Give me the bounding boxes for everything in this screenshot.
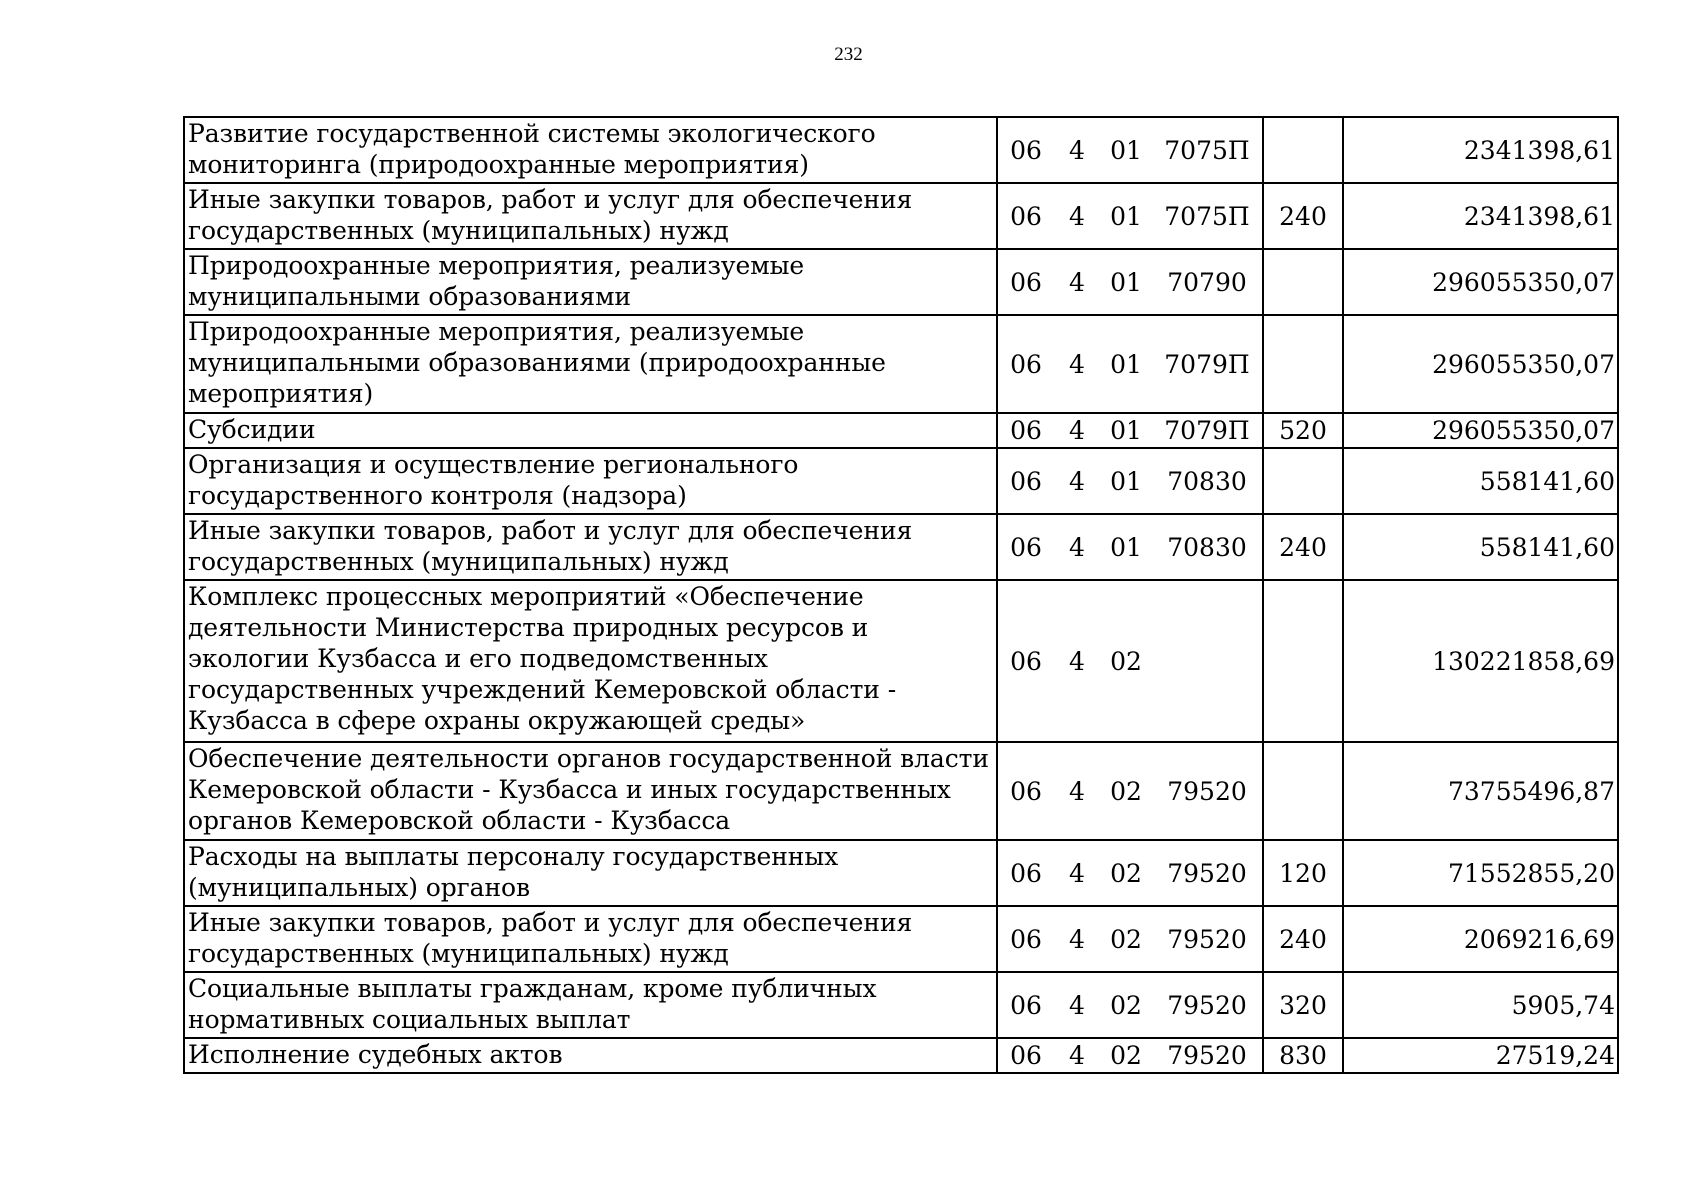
expense-type-code: 240 <box>1263 514 1343 580</box>
row-name: Природоохранные мероприятия, реализуемые муниципальными образованиями <box>184 249 997 315</box>
subprogram-code: 4 <box>1069 349 1085 379</box>
subprogram-code: 4 <box>1069 135 1085 165</box>
activity-group-code: 01 <box>1110 201 1142 231</box>
row-name: Социальные выплаты гражданам, кроме публичных нормативных социальных выплат <box>184 972 997 1038</box>
expense-type-code <box>1263 742 1343 840</box>
subprogram-code: 4 <box>1069 466 1085 496</box>
table-row <box>184 183 1618 249</box>
subprogram-code: 4 <box>1069 924 1085 954</box>
table-row <box>184 1038 1618 1073</box>
activity-group-code: 02 <box>1110 646 1142 676</box>
expense-type-code <box>1263 117 1343 183</box>
expense-direction-code: 79520 <box>1167 990 1247 1020</box>
expense-direction-code: 7075П <box>1164 201 1250 231</box>
activity-group-code: 01 <box>1110 267 1142 297</box>
page-number: 232 <box>834 44 863 65</box>
amount: 558141,60 <box>1343 514 1618 580</box>
subprogram-code: 4 <box>1069 776 1085 806</box>
expense-direction-code: 7079П <box>1164 349 1250 379</box>
activity-group-code: 01 <box>1110 349 1142 379</box>
row-name: Иные закупки товаров, работ и услуг для обеспечения государственных (муниципальных) нужд <box>184 514 997 580</box>
expense-direction-code: 79520 <box>1167 1041 1247 1070</box>
amount: 2341398,61 <box>1343 183 1618 249</box>
section-code: 06 <box>1010 1041 1042 1070</box>
amount: 2069216,69 <box>1343 906 1618 972</box>
table-row <box>184 972 1618 1038</box>
subprogram-code: 4 <box>1069 416 1085 445</box>
expense-direction-code: 70790 <box>1167 267 1247 297</box>
table-row <box>184 448 1618 514</box>
expense-type-code: 520 <box>1263 413 1343 448</box>
table-row <box>184 315 1618 413</box>
section-code: 06 <box>1010 776 1042 806</box>
table-row <box>184 413 1618 448</box>
table-row <box>184 742 1618 840</box>
section-code: 06 <box>1010 924 1042 954</box>
amount: 296055350,07 <box>1343 249 1618 315</box>
amount: 130221858,69 <box>1343 580 1618 742</box>
expense-type-code <box>1263 580 1343 742</box>
subprogram-code: 4 <box>1069 646 1085 676</box>
activity-group-code: 02 <box>1110 924 1142 954</box>
expense-direction-code: 7079П <box>1164 416 1250 445</box>
expense-direction-code: 79520 <box>1167 858 1247 888</box>
subprogram-code: 4 <box>1069 267 1085 297</box>
activity-group-code: 02 <box>1110 1041 1142 1070</box>
expense-type-code: 240 <box>1263 906 1343 972</box>
subprogram-code: 4 <box>1069 858 1085 888</box>
row-name: Организация и осуществление регионального государственного контроля (надзора) <box>184 448 997 514</box>
subprogram-code: 4 <box>1069 1041 1085 1070</box>
expense-type-code <box>1263 249 1343 315</box>
table-row <box>184 580 1618 742</box>
amount: 296055350,07 <box>1343 413 1618 448</box>
row-name: Иные закупки товаров, работ и услуг для обеспечения государственных (муниципальных) нужд <box>184 183 997 249</box>
budget-table <box>183 116 1619 1074</box>
expense-direction-code: 70830 <box>1167 532 1247 562</box>
row-name: Обеспечение деятельности органов государственной власти Кемеровской области - Кузбасса и иных государственных органов Кемеровской области - Кузбасса <box>184 742 997 840</box>
activity-group-code: 02 <box>1110 858 1142 888</box>
expense-type-code <box>1263 448 1343 514</box>
activity-group-code: 01 <box>1110 135 1142 165</box>
subprogram-code: 4 <box>1069 532 1085 562</box>
table-row <box>184 514 1618 580</box>
expense-type-code: 830 <box>1263 1038 1343 1073</box>
amount: 558141,60 <box>1343 448 1618 514</box>
expense-type-code: 120 <box>1263 840 1343 906</box>
subprogram-code: 4 <box>1069 201 1085 231</box>
row-name: Расходы на выплаты персоналу государственных (муниципальных) органов <box>184 840 997 906</box>
subprogram-code: 4 <box>1069 990 1085 1020</box>
amount: 2341398,61 <box>1343 117 1618 183</box>
activity-group-code: 02 <box>1110 776 1142 806</box>
row-name: Природоохранные мероприятия, реализуемые муниципальными образованиями (природоохранные мероприятия) <box>184 315 997 413</box>
expense-direction-code: 7075П <box>1164 135 1250 165</box>
row-name: Развитие государственной системы экологического мониторинга (природоохранные мероприятия) <box>184 117 997 183</box>
section-code: 06 <box>1010 416 1042 445</box>
amount: 27519,24 <box>1343 1038 1618 1073</box>
amount: 296055350,07 <box>1343 315 1618 413</box>
section-code: 06 <box>1010 646 1042 676</box>
expense-type-code: 320 <box>1263 972 1343 1038</box>
section-code: 06 <box>1010 201 1042 231</box>
expense-type-code <box>1263 315 1343 413</box>
expense-direction-code: 70830 <box>1167 466 1247 496</box>
table-row <box>184 840 1618 906</box>
activity-group-code: 01 <box>1110 466 1142 496</box>
row-name: Комплекс процессных мероприятий «Обеспечение деятельности Министерства природных ресурсов и экологии Кузбасса и его подведомственных государственных учреждений Кемеровской области - Кузбасса в сфере охраны окружающей среды» <box>184 580 997 742</box>
section-code: 06 <box>1010 135 1042 165</box>
table-row <box>184 249 1618 315</box>
table-row <box>184 117 1618 183</box>
section-code: 06 <box>1010 349 1042 379</box>
amount: 73755496,87 <box>1343 742 1618 840</box>
row-name: Иные закупки товаров, работ и услуг для обеспечения государственных (муниципальных) нужд <box>184 906 997 972</box>
row-name: Исполнение судебных актов <box>184 1038 997 1073</box>
row-name: Субсидии <box>184 413 997 448</box>
table-row <box>184 906 1618 972</box>
section-code: 06 <box>1010 990 1042 1020</box>
amount: 71552855,20 <box>1343 840 1618 906</box>
section-code: 06 <box>1010 858 1042 888</box>
activity-group-code: 01 <box>1110 532 1142 562</box>
section-code: 06 <box>1010 267 1042 297</box>
expense-type-code: 240 <box>1263 183 1343 249</box>
section-code: 06 <box>1010 532 1042 562</box>
activity-group-code: 01 <box>1110 416 1142 445</box>
expense-direction-code: 79520 <box>1167 924 1247 954</box>
activity-group-code: 02 <box>1110 990 1142 1020</box>
expense-direction-code: 79520 <box>1167 776 1247 806</box>
amount: 5905,74 <box>1343 972 1618 1038</box>
section-code: 06 <box>1010 466 1042 496</box>
